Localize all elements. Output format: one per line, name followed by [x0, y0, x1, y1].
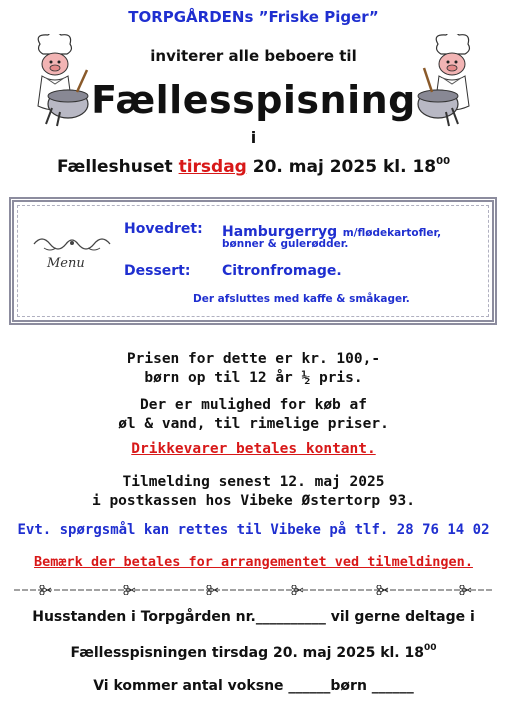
dessert-label: Dessert:: [124, 263, 191, 279]
register-line-1: Tilmelding senest 12. maj 2025: [122, 474, 385, 490]
drinks-line-1: Der er mulighed for køb af: [140, 397, 367, 413]
payment-note: Bemærk der betales for arrangementet ved tilmeldingen.: [34, 554, 473, 570]
main-dish: Hamburgerryg: [222, 224, 338, 240]
main-course-label: Hovedret:: [124, 221, 203, 237]
menu-script-label: Menu: [47, 256, 85, 271]
flourish-ornament-icon: [30, 234, 115, 252]
price-line-2: børn op til 12 år ½ pris.: [144, 370, 363, 386]
where-suffix: 20. maj 2025 kl. 18: [252, 157, 437, 177]
main-sides-2: bønner & gulerødder.: [222, 238, 349, 250]
where-prefix: Fælleshuset: [56, 157, 173, 177]
i-line: i: [250, 128, 257, 147]
dessert: Citronfromage.: [222, 263, 342, 279]
form-line-count: Vi kommer antal voksne ______børn ______: [93, 678, 414, 694]
invite-line: inviterer alle beboere til: [150, 47, 357, 65]
event-location-time: [0, 156, 507, 177]
form-line-household: Husstanden i Torpgården nr.__________ vil gerne deltage i: [32, 609, 475, 625]
where-day: tirsdag: [178, 157, 247, 177]
form-line-event-sup: 00: [423, 643, 437, 653]
form-line-event-text: Fællesspisningen tirsdag 20. maj 2025 kl. 18: [70, 645, 424, 661]
main-sides-1: m/flødekartofler,: [342, 227, 442, 239]
drinks-line-2: øl & vand, til rimelige priser.: [118, 416, 389, 432]
form-line-event: [0, 643, 507, 661]
menu-closing: Der afsluttes med kaffe & småkager.: [193, 293, 410, 305]
register-line-2: i postkassen hos Vibeke Østertorp 93.: [91, 493, 415, 509]
where-sup: 00: [436, 156, 451, 167]
cut-line: [14, 585, 494, 595]
questions-line: Evt. spørgsmål kan rettes til Vibeke på tlf. 28 76 14 02: [17, 522, 490, 538]
page-title: Fællesspisning: [91, 78, 416, 122]
cash-notice: Drikkevarer betales kontant.: [131, 441, 376, 457]
organizer-title: TORPGÅRDENs ”Friske Piger”: [128, 8, 379, 26]
price-line-1: Prisen for dette er kr. 100,-: [126, 351, 381, 367]
